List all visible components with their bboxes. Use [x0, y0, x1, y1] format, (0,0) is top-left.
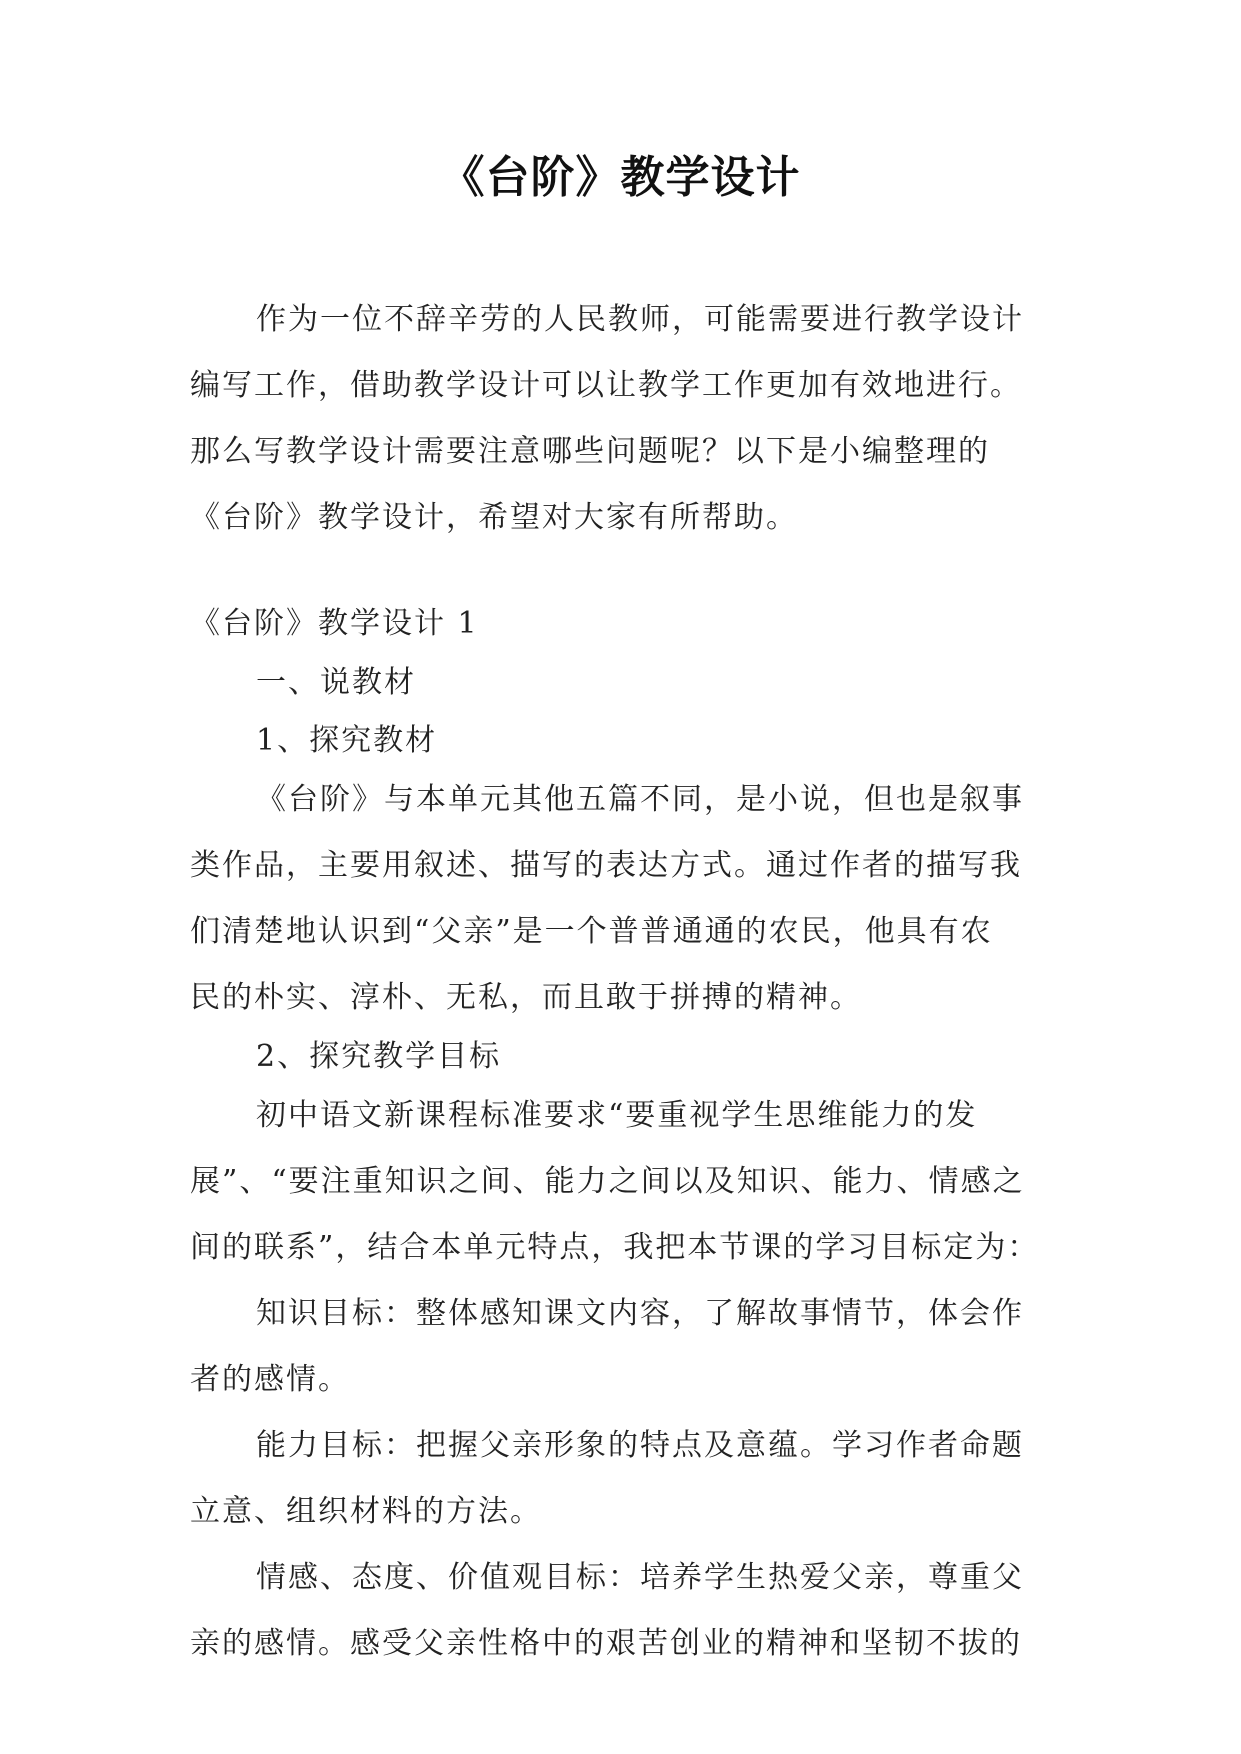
subheading-textbook: 一、说教材	[256, 665, 416, 700]
paragraph-line: 类作品，主要用叙述、描写的表达方式。通过作者的描写我	[190, 848, 1022, 883]
intro-line-4: 《台阶》教学设计，希望对大家有所帮助。	[190, 500, 798, 535]
ability-goal-line: 立意、组织材料的方法。	[190, 1494, 542, 1529]
subheading-teaching-goals: 2、探究教学目标	[256, 1039, 502, 1074]
knowledge-goal-line: 知识目标：整体感知课文内容，了解故事情节，体会作	[256, 1296, 1024, 1331]
paragraph-line: 民的朴实、淳朴、无私，而且敢于拼搏的精神。	[190, 980, 862, 1015]
paragraph-line: 们清楚地认识到“父亲”是一个普普通通的农民，他具有农	[190, 914, 993, 949]
intro-line-1: 作为一位不辞辛劳的人民教师，可能需要进行教学设计	[256, 302, 1024, 337]
emotion-goal-line: 亲的感情。感受父亲性格中的艰苦创业的精神和坚韧不拔的	[190, 1626, 1022, 1661]
emotion-goal-line: 情感、态度、价值观目标：培养学生热爱父亲，尊重父	[256, 1560, 1024, 1595]
paragraph-line: 间的联系”，结合本单元特点，我把本节课的学习目标定为：	[190, 1230, 1040, 1265]
subheading-explore-textbook: 1、探究教材	[256, 723, 438, 758]
paragraph-line: 《台阶》与本单元其他五篇不同，是小说，但也是叙事	[256, 782, 1024, 817]
document-title: 《台阶》教学设计	[440, 152, 801, 203]
intro-line-3: 那么写教学设计需要注意哪些问题呢？以下是小编整理的	[190, 434, 990, 469]
section-heading: 《台阶》教学设计 1	[190, 606, 479, 641]
paragraph-line: 初中语文新课程标准要求“要重视学生思维能力的发	[256, 1098, 978, 1133]
ability-goal-line: 能力目标：把握父亲形象的特点及意蕴。学习作者命题	[256, 1428, 1024, 1463]
knowledge-goal-line: 者的感情。	[190, 1362, 350, 1397]
intro-line-2: 编写工作，借助教学设计可以让教学工作更加有效地进行。	[190, 368, 1022, 403]
paragraph-line: 展”、“要注重知识之间、能力之间以及知识、能力、情感之	[190, 1164, 1025, 1199]
